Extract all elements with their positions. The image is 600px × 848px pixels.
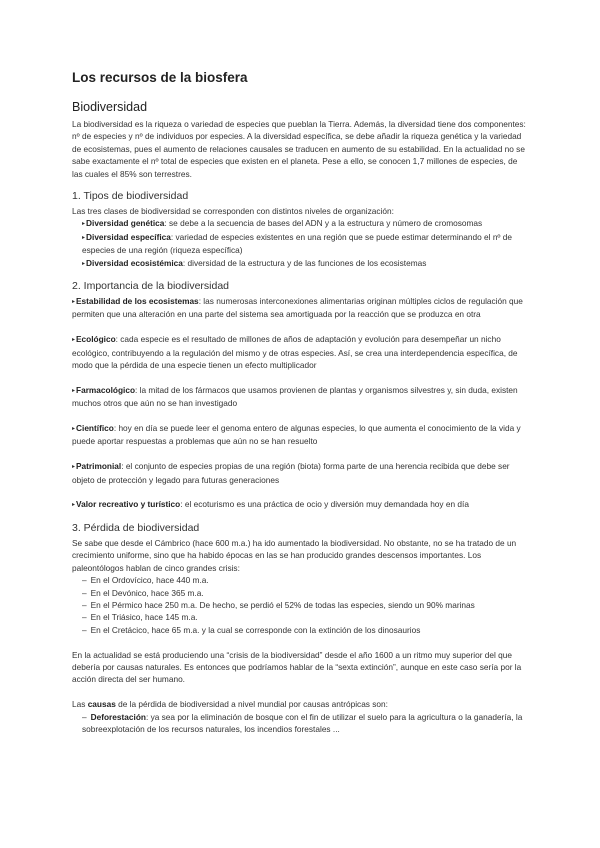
dash-bullet-icon: – bbox=[82, 587, 87, 598]
section-importancia bbox=[72, 280, 528, 512]
subsection-heading: 3. Pérdida de biodiversidad bbox=[72, 521, 200, 534]
triangle-bullet-icon: ▸ bbox=[72, 299, 76, 306]
paragraph: sobreexplotación de los recursos naturales, los incendios forestales ... bbox=[82, 723, 340, 734]
list-item-term: Valor recreativo y turístico bbox=[76, 499, 181, 510]
list-item-text: : ya sea por la eliminación de bosque con el fin de utilizar el suelo para la agricultura o la ganadería, la bbox=[145, 711, 523, 722]
section-perdida bbox=[72, 522, 528, 735]
section-heading: Biodiversidad bbox=[72, 100, 148, 114]
list-item-term: Diversidad ecosistémica bbox=[86, 257, 183, 268]
list-item bbox=[82, 231, 528, 257]
list-item bbox=[82, 587, 528, 599]
list-item-text: En el Devónico, hace 365 m.a. bbox=[90, 587, 204, 598]
list-item-term: Deforestación bbox=[90, 711, 146, 722]
list-item-term: Estabilidad de los ecosistemas bbox=[76, 296, 199, 307]
list-item-text: En el Cretácico, hace 65 m.a. y la cual se corresponde con la extinción de los dinosaurios bbox=[90, 624, 421, 635]
list-item-text: : el ecoturismo es una práctica de ocio y diversión muy demandada hoy en día bbox=[180, 499, 469, 510]
list-item-text: : diversidad de la estructura y de las funciones de los ecosistemas bbox=[182, 257, 427, 268]
triangle-bullet-icon: ▸ bbox=[72, 387, 76, 394]
triangle-bullet-icon: ▸ bbox=[72, 426, 76, 433]
subsection-heading: 1. Tipos de biodiversidad bbox=[72, 190, 189, 203]
paragraph: Se sabe que desde el Cámbrico (hace 600 m.a.) ha ido aumentado la biodiversidad. No obstante, no se ha tratado de un crecimiento uniforme, sino que ha habido épocas en las se han producido grandes descensos importantes. Los paleontólogos hablan de cinco grandes crisis: bbox=[72, 537, 517, 573]
paragraph: Las tres clases de biodiversidad se corresponden con distintos niveles de organización: bbox=[72, 206, 394, 217]
triangle-bullet-icon: ▸ bbox=[82, 234, 86, 241]
tipos-list bbox=[72, 217, 528, 270]
document-title: Los recursos de la biosfera bbox=[72, 70, 248, 85]
list-item bbox=[82, 257, 528, 270]
text-run: de la pérdida de biodiversidad a nivel mundial por causas antrópicas son: bbox=[115, 699, 388, 710]
list-item bbox=[72, 333, 528, 371]
list-item-term: Patrimonial bbox=[76, 461, 122, 472]
list-item-text: En el Triásico, hace 145 m.a. bbox=[90, 612, 198, 623]
triangle-bullet-icon: ▸ bbox=[82, 221, 86, 228]
list-item bbox=[82, 599, 528, 611]
list-item bbox=[82, 574, 528, 586]
list-item-term: Ecológico bbox=[76, 334, 116, 345]
dash-bullet-icon: – bbox=[82, 624, 87, 635]
dash-bullet-icon: – bbox=[82, 599, 87, 610]
text-run: Las bbox=[72, 699, 88, 710]
list-item bbox=[72, 460, 528, 486]
list-item-text: En el Pérmico hace 250 m.a. De hecho, se perdió el 52% de todas las especies, siendo un 90% marinas bbox=[90, 599, 475, 610]
paragraph bbox=[72, 698, 528, 710]
triangle-bullet-icon: ▸ bbox=[72, 502, 76, 509]
dash-bullet-icon: – bbox=[82, 711, 87, 722]
list-item-text: : el conjunto de especies propias de una región (biota) forma parte de una herencia recibida que debe ser objeto de protección y legado para futuras generaciones bbox=[72, 461, 510, 485]
list-item-term: Diversidad genética bbox=[86, 218, 165, 229]
importancia-list bbox=[72, 295, 528, 512]
section-biodiversidad bbox=[72, 100, 528, 180]
list-item bbox=[72, 384, 528, 410]
list-item bbox=[82, 711, 528, 723]
list-item bbox=[82, 611, 528, 623]
list-item bbox=[72, 295, 528, 321]
list-item-text: : la mitad de los fármacos que usamos provienen de plantas y organismos silvestres y, sin duda, existen muchos otros que aún no se han investigado bbox=[72, 384, 518, 409]
causas-list bbox=[72, 711, 528, 723]
list-item-term: Científico bbox=[76, 423, 114, 434]
list-item-text: : las numerosas interconexiones alimentarias originan múltiples ciclos de regulación que permiten que una alteración en una parte del sistema sea amortiguada por la reacción que se produzca en otra bbox=[72, 296, 523, 320]
dash-bullet-icon: – bbox=[82, 612, 87, 623]
triangle-bullet-icon: ▸ bbox=[82, 260, 86, 267]
list-item-text: : variedad de especies existentes en una región que se puede estimar determinando el nº de especies de una región (riqueza específica) bbox=[82, 231, 512, 256]
list-item-text: : se debe a la secuencia de bases del ADN y a la estructura y número de cromosomas bbox=[164, 218, 483, 229]
dash-bullet-icon: – bbox=[82, 575, 87, 586]
paragraph: La biodiversidad es la riqueza o variedad de especies que pueblan la Tierra. Además, la diversidad tiene dos componentes: nº de especies y nº de individuos por especies. A la diversidad específica, se debe añadir la riqueza genética y la variedad de ecosistemas, pues el aumento de relaciones causales se traducen en aumento de su estabilidad. En la actualidad no se sabe exactamente el nº total de especies que existen en el planeta. Pese a ello, se conocen 1,7 millones de especies, de las cuales el 85% son terrestres. bbox=[72, 119, 526, 179]
list-item bbox=[72, 422, 528, 448]
list-item-text: : cada especie es el resultado de millones de años de adaptación y evolución para desempeñar un nicho ecológico, contribuyendo a la regulación del mismo y de otras especies. Así, se crea una interdependencia específica, de modo que la pérdida de una especie tienen un efecto multiplicador bbox=[72, 334, 518, 371]
crisis-list bbox=[72, 574, 528, 636]
list-item bbox=[72, 498, 528, 511]
list-item-term: Diversidad específica bbox=[86, 231, 171, 242]
list-item-text: : hoy en día se puede leer el genoma entero de algunas especies, lo que aumenta el conocimiento de la vida y puede aportar respuestas a problemas que aún no se han resuelto bbox=[72, 423, 521, 447]
section-tipos bbox=[72, 190, 528, 270]
list-item bbox=[82, 624, 528, 636]
subsection-heading: 2. Importancia de la biodiversidad bbox=[72, 280, 230, 293]
triangle-bullet-icon: ▸ bbox=[72, 464, 76, 471]
list-item bbox=[82, 217, 528, 230]
spacer bbox=[72, 636, 528, 648]
spacer bbox=[72, 686, 528, 698]
triangle-bullet-icon: ▸ bbox=[72, 337, 76, 344]
list-item-term: Farmacológico bbox=[76, 384, 136, 395]
paragraph: En la actualidad se está produciendo una “crisis de la biodiversidad” desde el año 1600 a un ritmo muy superior del que debería por causas naturales. Es entonces que podríamos hablar de la “sexta extinción”, aunque en este caso sería por la acción directa del ser humano. bbox=[72, 649, 522, 685]
list-item-text: En el Ordovícico, hace 440 m.a. bbox=[90, 575, 209, 586]
text-term: causas bbox=[87, 699, 116, 710]
